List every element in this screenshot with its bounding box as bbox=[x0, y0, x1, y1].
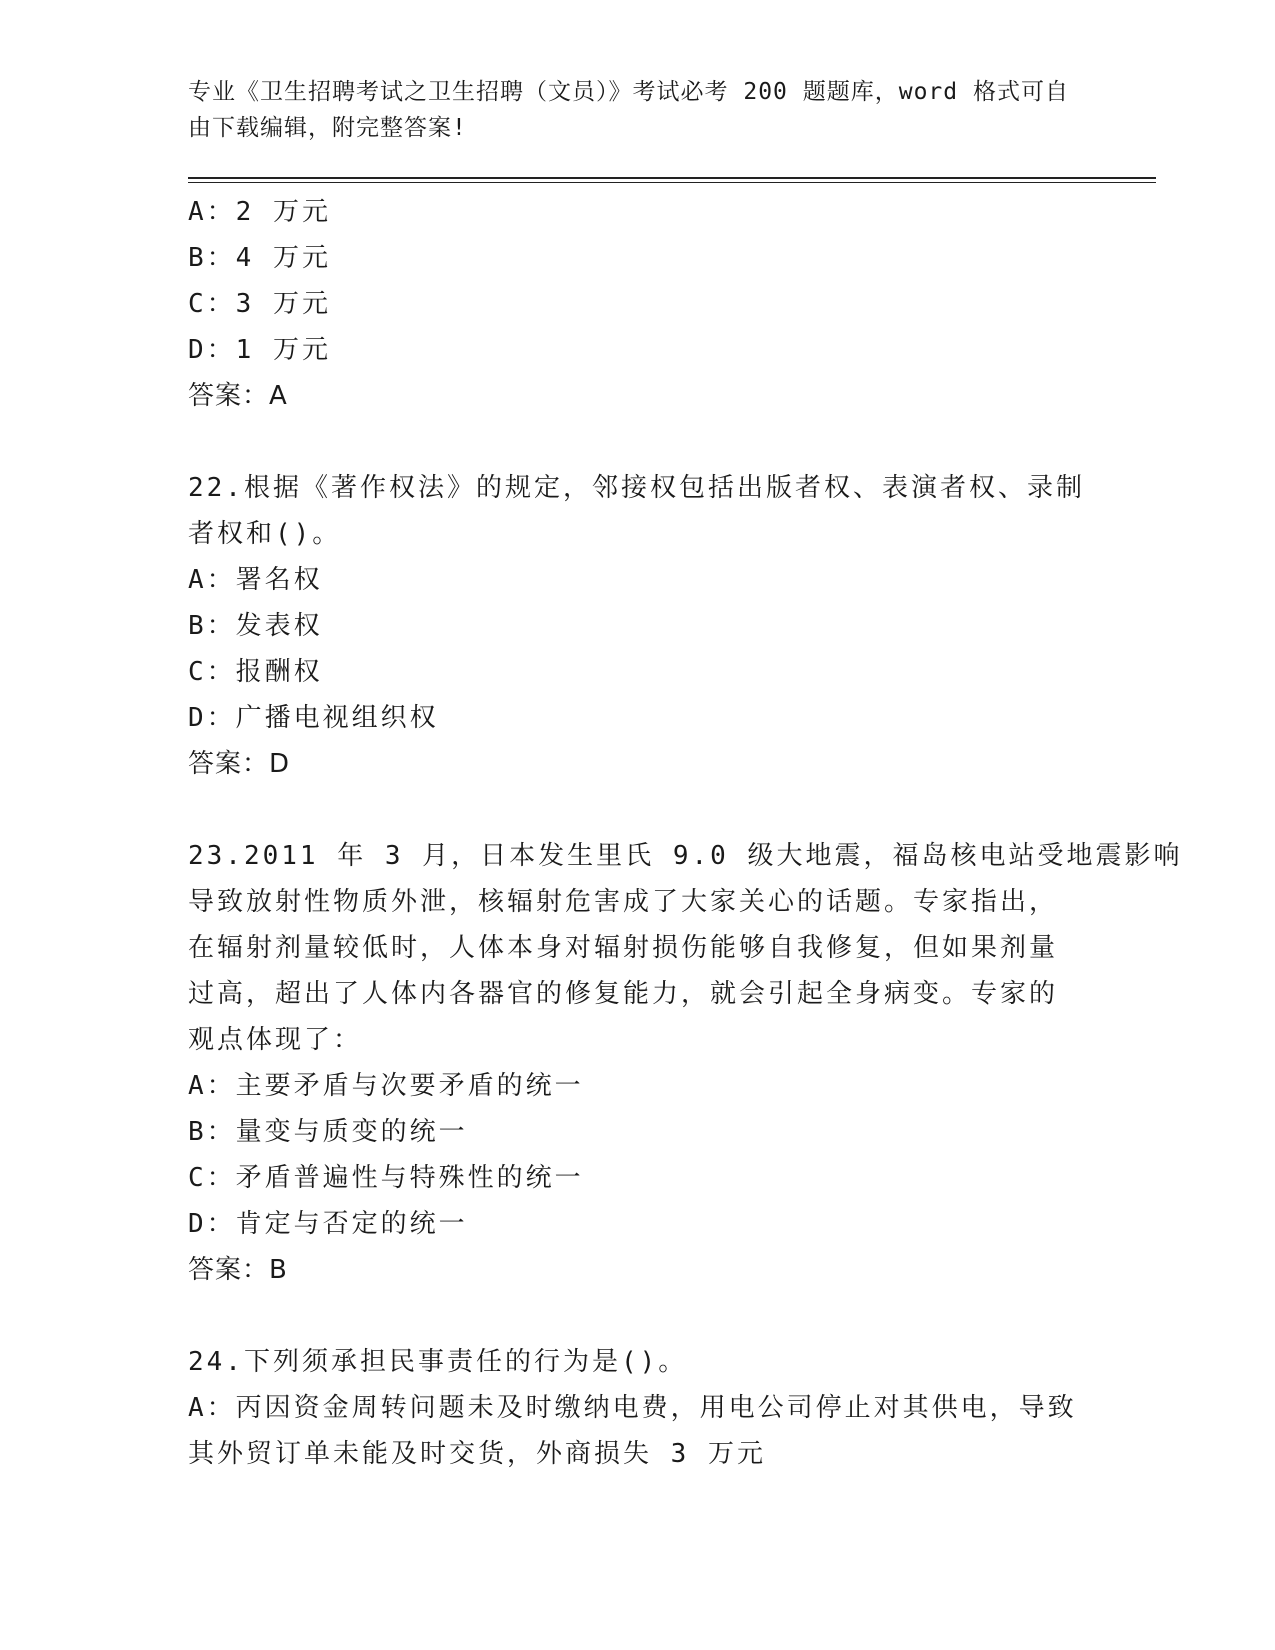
q22-stem-line-1: 22.根据《著作权法》的规定，邻接权包括出版者权、表演者权、录制 bbox=[188, 473, 1085, 503]
question-24-block bbox=[188, 1339, 1088, 1477]
q22-option-c: C：报酬权 bbox=[188, 657, 323, 687]
header-line-2: 由下载编辑，附完整答案! bbox=[188, 115, 467, 141]
question-content bbox=[188, 189, 1183, 1477]
q23-stem-line-2: 导致放射性物质外泄，核辐射危害成了大家关心的话题。专家指出， bbox=[188, 887, 1059, 917]
q21-option-a: A：2 万元 bbox=[188, 197, 331, 227]
spacer bbox=[188, 787, 1088, 833]
q23-stem-line-3: 在辐射剂量较低时，人体本身对辐射损伤能够自我修复，但如果剂量 bbox=[188, 933, 1059, 963]
q22-option-b: B：发表权 bbox=[188, 611, 323, 641]
q22-option-d: D：广播电视组织权 bbox=[188, 703, 439, 733]
q23-stem-line-1: 23.2011 年 3 月，日本发生里氏 9.0 级大地震，福岛核电站受地震影响 bbox=[188, 841, 1183, 871]
q23-option-b: B：量变与质变的统一 bbox=[188, 1117, 468, 1147]
q23-answer: 答案：B bbox=[188, 1255, 288, 1285]
question-22-block bbox=[188, 465, 1088, 787]
q23-stem-line-5: 观点体现了： bbox=[188, 1025, 363, 1055]
q23-option-d: D：肯定与否定的统一 bbox=[188, 1209, 468, 1239]
q23-option-c: C：矛盾普遍性与特殊性的统一 bbox=[188, 1163, 584, 1193]
q24-stem-line-1: 24.下列须承担民事责任的行为是()。 bbox=[188, 1347, 688, 1377]
q24-option-a-line-1: A：丙因资金周转问题未及时缴纳电费，用电公司停止对其供电，导致 bbox=[188, 1393, 1077, 1423]
header-rule-thick bbox=[188, 177, 1156, 179]
q23-stem-line-4: 过高，超出了人体内各器官的修复能力，就会引起全身病变。专家的 bbox=[188, 979, 1059, 1009]
question-23-block bbox=[188, 833, 1183, 1293]
q21-answer: 答案：A bbox=[188, 381, 288, 411]
q21-option-d: D：1 万元 bbox=[188, 335, 331, 365]
q21-option-c: C：3 万元 bbox=[188, 289, 331, 319]
spacer bbox=[188, 419, 1088, 465]
header-line-1: 专业《卫生招聘考试之卫生招聘（文员）》考试必考 200 题题库，word 格式可自 bbox=[188, 79, 1069, 105]
q24-option-a-line-2: 其外贸订单未能及时交货，外商损失 3 万元 bbox=[188, 1439, 766, 1469]
question-21-block bbox=[188, 189, 1088, 419]
document-header bbox=[188, 74, 1068, 146]
header-rule-thin bbox=[188, 182, 1156, 183]
q22-answer: 答案：D bbox=[188, 749, 291, 779]
q22-option-a: A：署名权 bbox=[188, 565, 323, 595]
q22-stem-line-2: 者权和()。 bbox=[188, 519, 342, 549]
q21-option-b: B：4 万元 bbox=[188, 243, 331, 273]
q23-option-a: A：主要矛盾与次要矛盾的统一 bbox=[188, 1071, 584, 1101]
spacer bbox=[188, 1293, 1088, 1339]
